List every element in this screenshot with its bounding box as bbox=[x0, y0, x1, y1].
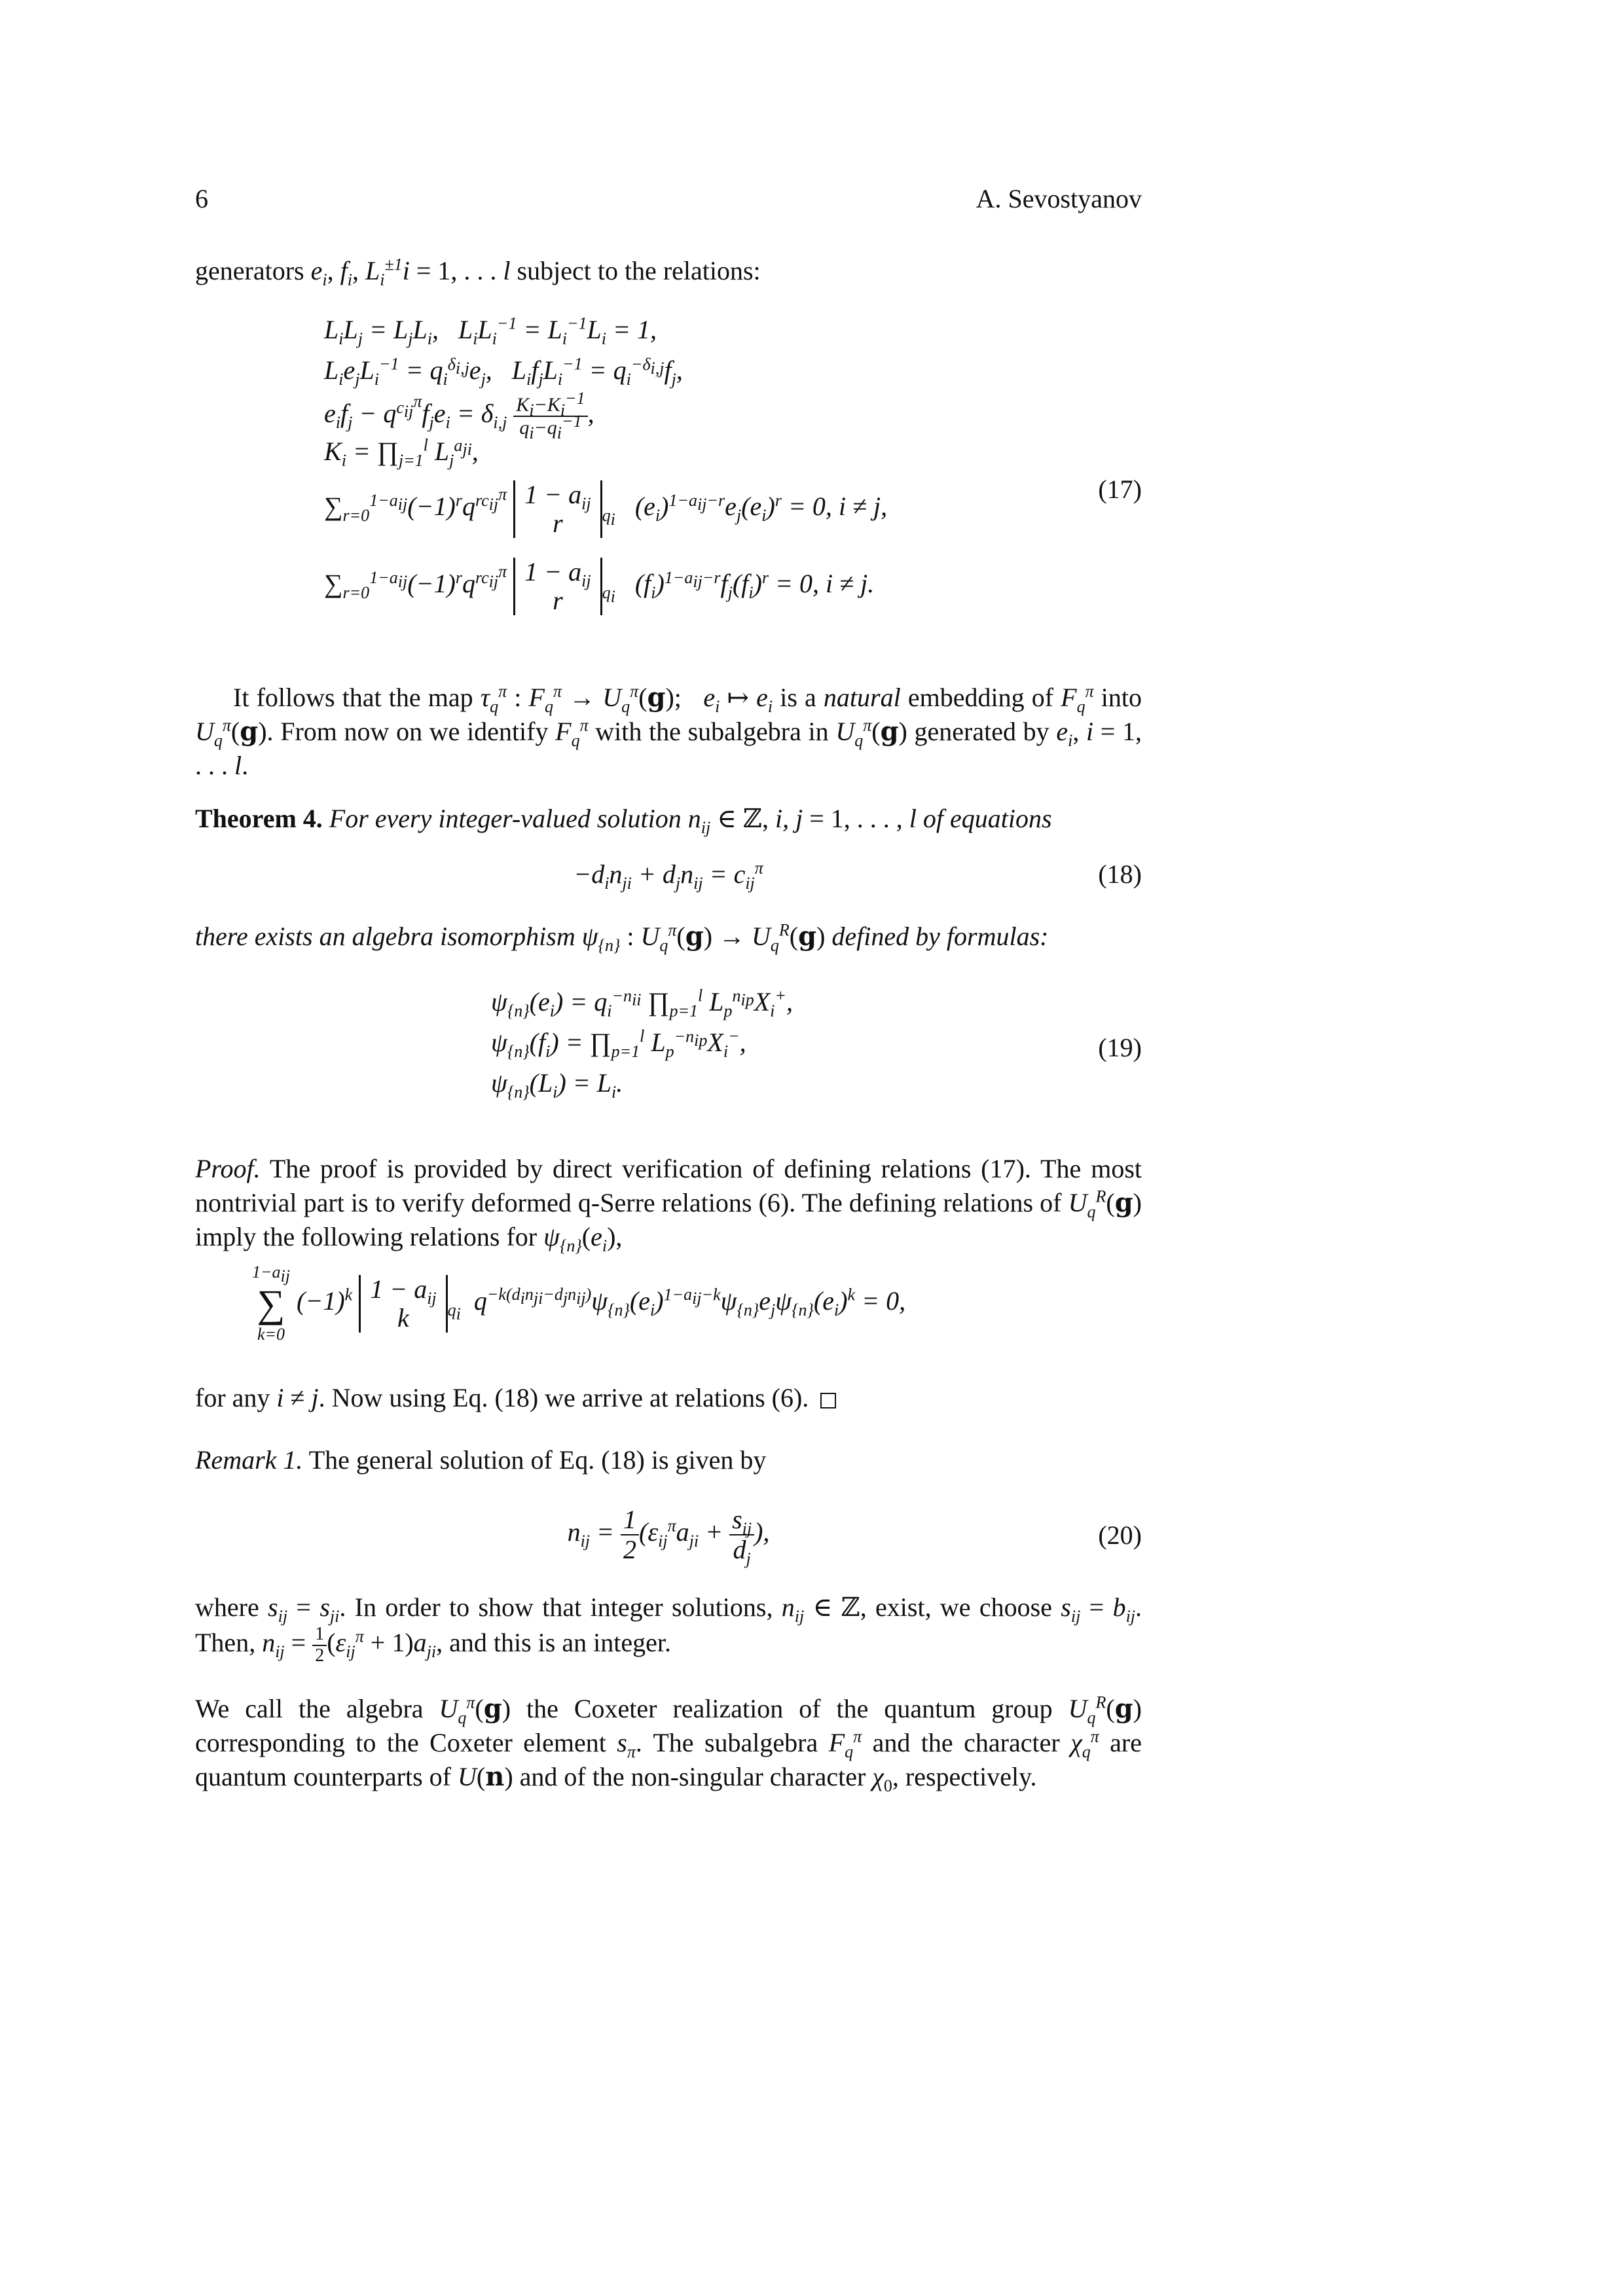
proof-equation: $1-a_{ij}$ ∑ k=0 $(-1)^k$ $1 - a_{ij}$ k $_{q_i}$ $q^{-k(d_in_{ji}-d_jn_{ij})}\psi_{\{n\}}(e_i)^{1-a_{ij}-k}\psi_{\{n\}}e_j\psi_{\{n\}}(e_i)^k = 0$, bbox=[252, 1263, 906, 1344]
relation-line-5: $\sum_{r=0}^{1-a_{ij}}(-1)^rq^{rc_{ij}^\pi}$ $1 - a_{ij}$ r $_{q_i}$ $(e_i)^{1-a_{ij}-r}e_j(e_i)^r = 0$, i ≠ j, bbox=[324, 480, 888, 538]
relation-line-4: $K_i$ = $\prod_{j=1}^l$ $L_j^{a_{ji}}$, bbox=[324, 435, 479, 470]
proof-label: Proof. bbox=[195, 1154, 261, 1183]
paragraph-integer-solutions: where $s_{ij} = s_{ji}$. In order to show that integer solutions, $n_{ij}$ ∈ ℤ, exist, we choose $s_{ij} = b_{ij}$. Then, $n_{ij}$ = $\frac{1}{2}$ $(\varepsilon_{ij}^\pi + 1)a_{ji}$, and this is an integer. bbox=[195, 1592, 1142, 1666]
equation-19 bbox=[491, 985, 793, 1107]
running-header-author: A. Sevostyanov bbox=[976, 184, 1142, 213]
relation-line-6: $\sum_{r=0}^{1-a_{ij}}(-1)^rq^{rc_{ij}^\pi}$ $1 - a_{ij}$ r $_{q_i}$ $(f_i)^{1-a_{ij}-r}f_j(f_i)^r = 0$, i ≠ j. bbox=[324, 557, 875, 615]
proof-paragraph: Proof. The proof is provided by direct verification of defining relations (17). The most nontrivial part is to verify deformed q-Serre relations (6). The defining relations of $U_q^R(g)$ imply the following relations for $\psi_{\{n\}}(e_i)$, bbox=[195, 1154, 1142, 1255]
remark-text: The general solution of Eq. (18) is given by bbox=[308, 1445, 767, 1475]
remark-label: Remark 1. bbox=[195, 1445, 303, 1475]
eq19-line-2: $\psi_{\{n\}}(f_i)$ = $\prod_{p=1}^l$ $L_p^{-n_{ip}}X_i^-$, bbox=[491, 1026, 746, 1061]
eq19-line-3: $\psi_{\{n\}}(L_i) = L_i$. bbox=[491, 1068, 623, 1102]
theorem-label: Theorem 4. bbox=[195, 804, 323, 833]
relations-17 bbox=[324, 313, 887, 630]
theorem-continuation: there exists an algebra isomorphism $\psi_{\{n\}}$ : $U_q^\pi(g) \to U_q^R(g)$ defined by formulas: bbox=[195, 920, 1049, 955]
paragraph-natural-embedding: It follows that the map $\tau_q^\pi$ : $F_q^\pi \to U_q^\pi(g)$; $e_i$ ↦ $e_i$ is a natural embedding of $F_q^\pi$ into $U_q^\pi(g)$. From now on we identify $F_q^\pi$ with the subalgebra in $U_q^\pi(g)$ generated by $e_i$, i = 1, . . . l. bbox=[195, 681, 1142, 780]
equation-number-17: (17) bbox=[1098, 475, 1142, 504]
proof-end: for any i ≠ j. Now using Eq. (18) we arrive at relations (6). bbox=[195, 1381, 1142, 1415]
relation-line-2: $L_ie_jL_i^{-1} = q_i^{\delta_{i,j}}e_j$, $L_if_jL_i^{-1} = q_i^{-\delta_{i,j}}f_j$, bbox=[324, 354, 683, 389]
remark-1 bbox=[195, 1443, 1142, 1477]
theorem-4: Theorem 4. For every integer-valued solution $n_{ij}$ ∈ ℤ, i, j = 1, . . . , l of equations bbox=[195, 804, 1052, 837]
paragraph-coxeter-realization: We call the algebra $U_q^\pi(g)$ the Coxeter realization of the quantum group $U_q^R(g)$ corresponding to the Coxeter element $s_\pi$. The subalgebra $F_q^\pi$ and the character $\chi_q^\pi$ are quantum counterparts of U(n) and of the non-singular character $\chi_0$, respectively. bbox=[195, 1693, 1142, 1795]
equation-number-20: (20) bbox=[1098, 1520, 1142, 1550]
equation-number-19: (19) bbox=[1098, 1033, 1142, 1062]
page-number: 6 bbox=[195, 184, 208, 213]
relation-line-3: $e_if_j - q^{c_{ij}^\pi}f_je_i = \delta_{i,j}$ $\frac{K_i-K_i^{-1}}{q_i-q_i^{-1}}$ , bbox=[324, 389, 594, 442]
intro-text: generators $e_i$, $f_i$, $L_i^{\pm 1}i = 1$, . . . l subject to the relations: bbox=[195, 255, 761, 289]
eq19-line-1: $\psi_{\{n\}}(e_i) = q_i^{-n_{ii}}$ $\prod_{p=1}^l$ $L_p^{n_{ip}}X_i^+$, bbox=[491, 986, 793, 1020]
relation-line-1: $L_iL_j = L_jL_i$, $L_iL_i^{-1} = L_i^{-1}L_i = 1$, bbox=[324, 314, 657, 348]
equation-number-18: (18) bbox=[1098, 859, 1142, 889]
qed-symbol bbox=[820, 1393, 836, 1408]
